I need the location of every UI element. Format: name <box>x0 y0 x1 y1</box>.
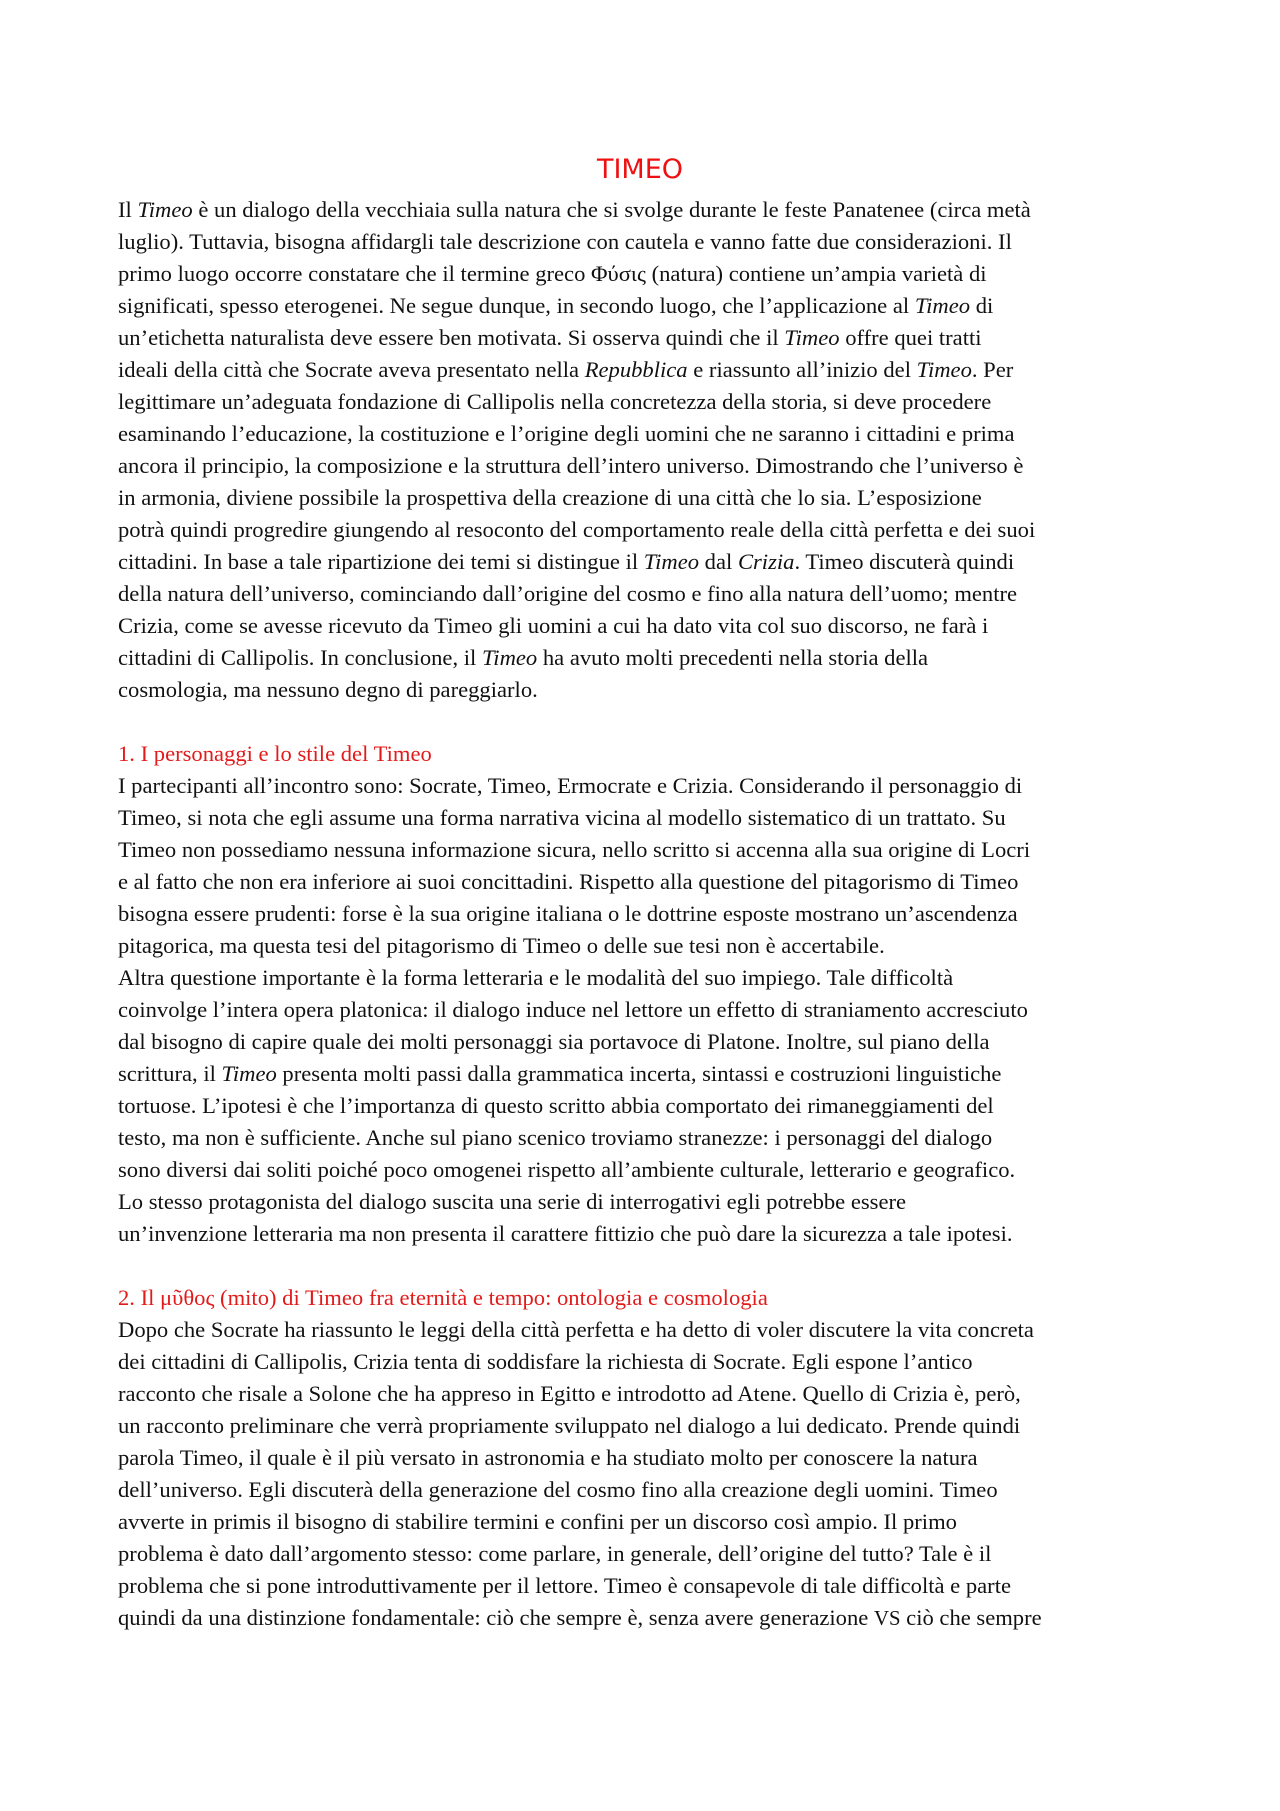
intro-paragraph <box>118 194 1180 706</box>
text-line: problema che si pone introduttivamente per il lettore. Timeo è consapevole di tale difficoltà e parte <box>118 1573 1012 1598</box>
text-line: pitagorica, ma questa tesi del pitagorismo di Timeo o delle sue tesi non è accertabile. <box>118 933 885 958</box>
section-heading: 2. Il μῦθος (mito) di Timeo fra eternità e tempo: ontologia e cosmologia <box>118 1285 768 1310</box>
text-line: Timeo, si nota che egli assume una forma narrativa vicina al modello sistematico di un trattato. Su <box>118 805 1006 830</box>
text-line: ideali della città che Socrate aveva presentato nella Repubblica e riassunto all’inizio del Timeo. Per <box>118 357 1014 382</box>
versus-abbreviation: VS <box>873 1607 901 1630</box>
document-body <box>118 194 1180 1634</box>
text-line: in armonia, diviene possibile la prospettiva della creazione di una città che lo sia. L’esposizione <box>118 485 982 510</box>
text-line: scrittura, il Timeo presenta molti passi dalla grammatica incerta, sintassi e costruzioni linguistiche <box>118 1061 1002 1086</box>
work-title: Timeo <box>137 197 193 222</box>
text-line: Lo stesso protagonista del dialogo suscita una serie di interrogativi egli potrebbe essere <box>118 1189 907 1214</box>
text-line: potrà quindi progredire giungendo al resoconto del comportamento reale della città perfetta e dei suoi <box>118 517 1036 542</box>
text-line: dal bisogno di capire quale dei molti personaggi sia portavoce di Platone. Inoltre, sul piano della <box>118 1029 990 1054</box>
paragraph-gap <box>118 706 1180 738</box>
text-line: un racconto preliminare che verrà propriamente sviluppato nel dialogo a lui dedicato. Prende quindi <box>118 1413 1021 1438</box>
text-line: dell’universo. Egli discuterà della generazione del cosmo fino alla creazione degli uomini. Timeo <box>118 1477 998 1502</box>
text-line: primo luogo occorre constatare che il termine greco Φύσις (natura) contiene un’ampia varietà di <box>118 261 987 286</box>
text-line: e al fatto che non era inferiore ai suoi concittadini. Rispetto alla questione del pitagorismo di Timeo <box>118 869 1019 894</box>
text-line: della natura dell’universo, cominciando dall’origine del cosmo e fino alla natura dell’uomo; mentre <box>118 581 1018 606</box>
text-line: problema è dato dall’argomento stesso: come parlare, in generale, dell’origine del tutto? Tale è il <box>118 1541 992 1566</box>
text-line: quindi da una distinzione fondamentale: ciò che sempre è, senza avere generazione VS ciò che sempre <box>118 1605 1042 1630</box>
document-title: TIMEO <box>596 154 684 185</box>
work-title: Repubblica <box>584 357 688 382</box>
text-line: un’etichetta naturalista deve essere ben motivata. Si osserva quindi che il Timeo offre quei tratti <box>118 325 982 350</box>
text-line: cosmologia, ma nessuno degno di pareggiarlo. <box>118 677 538 702</box>
section-1 <box>118 738 1180 1250</box>
text-line: racconto che risale a Solone che ha appreso in Egitto e introdotto ad Atene. Quello di Crizia è, però, <box>118 1381 1021 1406</box>
text-line: Dopo che Socrate ha riassunto le leggi della città perfetta e ha detto di voler discutere la vita concreta <box>118 1317 1034 1342</box>
text-line: avverte in primis il bisogno di stabilire termini e confini per un discorso così ampio. Il primo <box>118 1509 957 1534</box>
text-line: Crizia, come se avesse ricevuto da Timeo gli uomini a cui ha dato vita col suo discorso, ne farà i <box>118 613 989 638</box>
section-2 <box>118 1282 1180 1634</box>
text-line: significati, spesso eterogenei. Ne segue dunque, in secondo luogo, che l’applicazione al Timeo di <box>118 293 994 318</box>
text-line: Il Timeo è un dialogo della vecchiaia sulla natura che si svolge durante le feste Panatenee (circa metà <box>118 197 1031 222</box>
work-title: Timeo <box>914 293 971 318</box>
text-line: coinvolge l’intera opera platonica: il dialogo induce nel lettore un effetto di straniamento accresciuto <box>118 997 1028 1022</box>
text-line: sono diversi dai soliti poiché poco omogenei rispetto all’ambiente culturale, letterario e geografico. <box>118 1157 1016 1182</box>
text-line: parola Timeo, il quale è il più versato in astronomia e ha studiato molto per conoscere la natura <box>118 1445 978 1470</box>
text-line: luglio). Tuttavia, bisogna affidargli tale descrizione con cautela e vanno fatte due considerazioni. Il <box>118 229 1012 254</box>
work-title: Timeo <box>916 357 972 382</box>
work-title: Timeo <box>784 325 840 350</box>
text-line: un’invenzione letteraria ma non presenta il carattere fittizio che può dare la sicurezza a tale ipotesi. <box>118 1221 1013 1246</box>
text-line: dei cittadini di Callipolis, Crizia tenta di soddisfare la richiesta di Socrate. Egli espone l’antico <box>118 1349 973 1374</box>
text-line: cittadini di Callipolis. In conclusione, il Timeo ha avuto molti precedenti nella storia della <box>118 645 929 670</box>
text-line: bisogna essere prudenti: forse è la sua origine italiana o le dottrine esposte mostrano un’ascendenza <box>118 901 1018 926</box>
text-line: legittimare un’adeguata fondazione di Callipolis nella concretezza della storia, si deve procedere <box>118 389 992 414</box>
text-line: tortuose. L’ipotesi è che l’importanza di questo scritto abbia comportato dei rimaneggiamenti del <box>118 1093 994 1118</box>
work-title: Timeo <box>221 1061 277 1086</box>
work-title: Crizia <box>737 549 795 574</box>
text-line: cittadini. In base a tale ripartizione dei temi si distingue il Timeo dal Crizia. Timeo discuterà quindi <box>118 549 1015 574</box>
text-line: ancora il principio, la composizione e la struttura dell’intero universo. Dimostrando che l’universo è <box>118 453 1024 478</box>
paragraph-gap <box>118 1250 1180 1282</box>
text-line: I partecipanti all’incontro sono: Socrate, Timeo, Ermocrate e Crizia. Considerando il personaggio di <box>118 773 1023 798</box>
work-title: Timeo <box>643 549 700 574</box>
text-line: testo, ma non è sufficiente. Anche sul piano scenico troviamo stranezze: i personaggi del dialogo <box>118 1125 993 1150</box>
work-title: Timeo <box>481 645 538 670</box>
text-line: Timeo non possediamo nessuna informazione sicura, nello scritto si accenna alla sua origine di Locri <box>118 837 1031 862</box>
section-heading: 1. I personaggi e lo stile del Timeo <box>118 741 432 766</box>
text-line: Altra questione importante è la forma letteraria e le modalità del suo impiego. Tale difficoltà <box>118 965 954 990</box>
text-line: esaminando l’educazione, la costituzione e l’origine degli uomini che ne saranno i cittadini e prima <box>118 421 1015 446</box>
